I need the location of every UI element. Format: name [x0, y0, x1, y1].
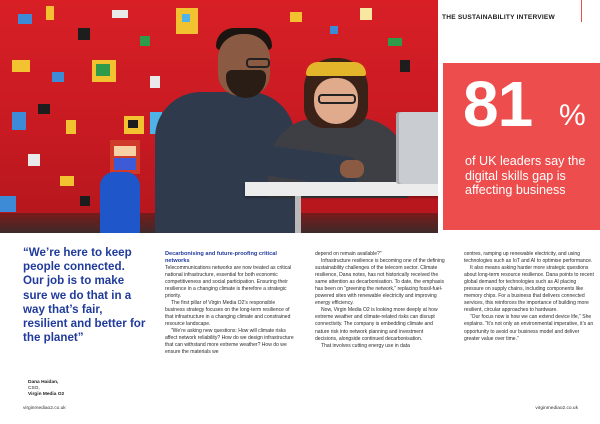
hero-photo: [0, 0, 438, 233]
author-name: Dana Haidan,: [28, 380, 59, 385]
author-org: Virgin Media O2: [28, 392, 65, 397]
paragraph: Infrastructure resilience is becoming one of the defining sustainability challenges of the telecom sector. Climate resilience, Dana notes, has not historically received the same attention as decarbonisation. To date, the emphasis has been on “greening the network,” replacing fossil-fuel-powered sites with renewable electricity and improving energy efficiency.: [315, 258, 445, 307]
stat-unit: %: [559, 99, 586, 132]
body-column-1: [165, 251, 295, 356]
blue-chair: [100, 172, 140, 233]
pull-quote: “We’re here to keep people connected. Our job is to make sure we do that in a way that’s fair, resilient and better for the planet”: [23, 246, 146, 345]
body-column-3: [464, 251, 594, 343]
stat-number: 81: [463, 68, 533, 140]
paragraph: The first pillar of Virgin Media O2’s responsible business strategy focuses on the long-term resilience of that infrastructure in a changing climate and constrained resource landscape.: [165, 299, 291, 327]
header-rule: [581, 0, 582, 22]
desk: [245, 182, 438, 196]
column-heading: Decarbonising and future-proofing critical networks: [165, 251, 277, 264]
footer-link-right[interactable]: virginmediao2.co.uk: [535, 406, 578, 411]
laptop: [396, 112, 438, 184]
quote-author: [28, 380, 64, 398]
stat-text: of UK leaders say the digital skills gap is affecting business: [465, 154, 586, 198]
woman-glasses: [318, 94, 356, 104]
paragraph: depend on remain available?”: [315, 251, 382, 257]
stat-panel: [443, 63, 600, 230]
author-role: CSO,: [28, 386, 40, 391]
man-glasses: [246, 58, 270, 68]
paragraph: centres, ramping up renewable electricity, and using technologies such as IoT and AI to optimise performance.: [464, 251, 593, 265]
paragraph: It also means asking harder more strategic questions about long-term resource resilience. Dana points to recent global demand for technologies such as AI placing pressure on supply chains, including components like memory chips. For a business that delivers connected services, this reinforces the importance of building more resilient, circular approaches to hardware.: [464, 265, 594, 314]
paragraph: “We’re asking new questions: How will climate risks affect network reliability? How do we design infrastructure that can withstand more extreme weather? How do we ensure the materials we: [165, 328, 294, 356]
paragraph: Now, Virgin Media O2 is looking more deeply at how extreme weather and climate-related risks can disrupt connectivity. The company is embedding climate and nature risk into network planning and investment decisions, alongside continued decarbonisation.: [315, 307, 438, 342]
yellow-headband: [306, 62, 366, 76]
paragraph: That involves cutting energy use in data: [321, 342, 410, 349]
paragraph: “Our focus now is how we can extend device life,” She explains. “It’s not only an environmental imperative, it’s an opportunity to avoid our business model and deliver greater value over time.”: [464, 314, 594, 342]
footer-link-left[interactable]: virginmediao2.co.uk: [23, 406, 66, 411]
section-label: THE SUSTAINABILITY INTERVIEW: [442, 14, 555, 21]
body-column-2: [315, 251, 445, 350]
paragraph: Telecommunications networks are now treated as critical national infrastructure, essential for both economic competitiveness and social participation. Ensuring their resilience in a changing climate is therefore a strategic priority.: [165, 264, 292, 299]
